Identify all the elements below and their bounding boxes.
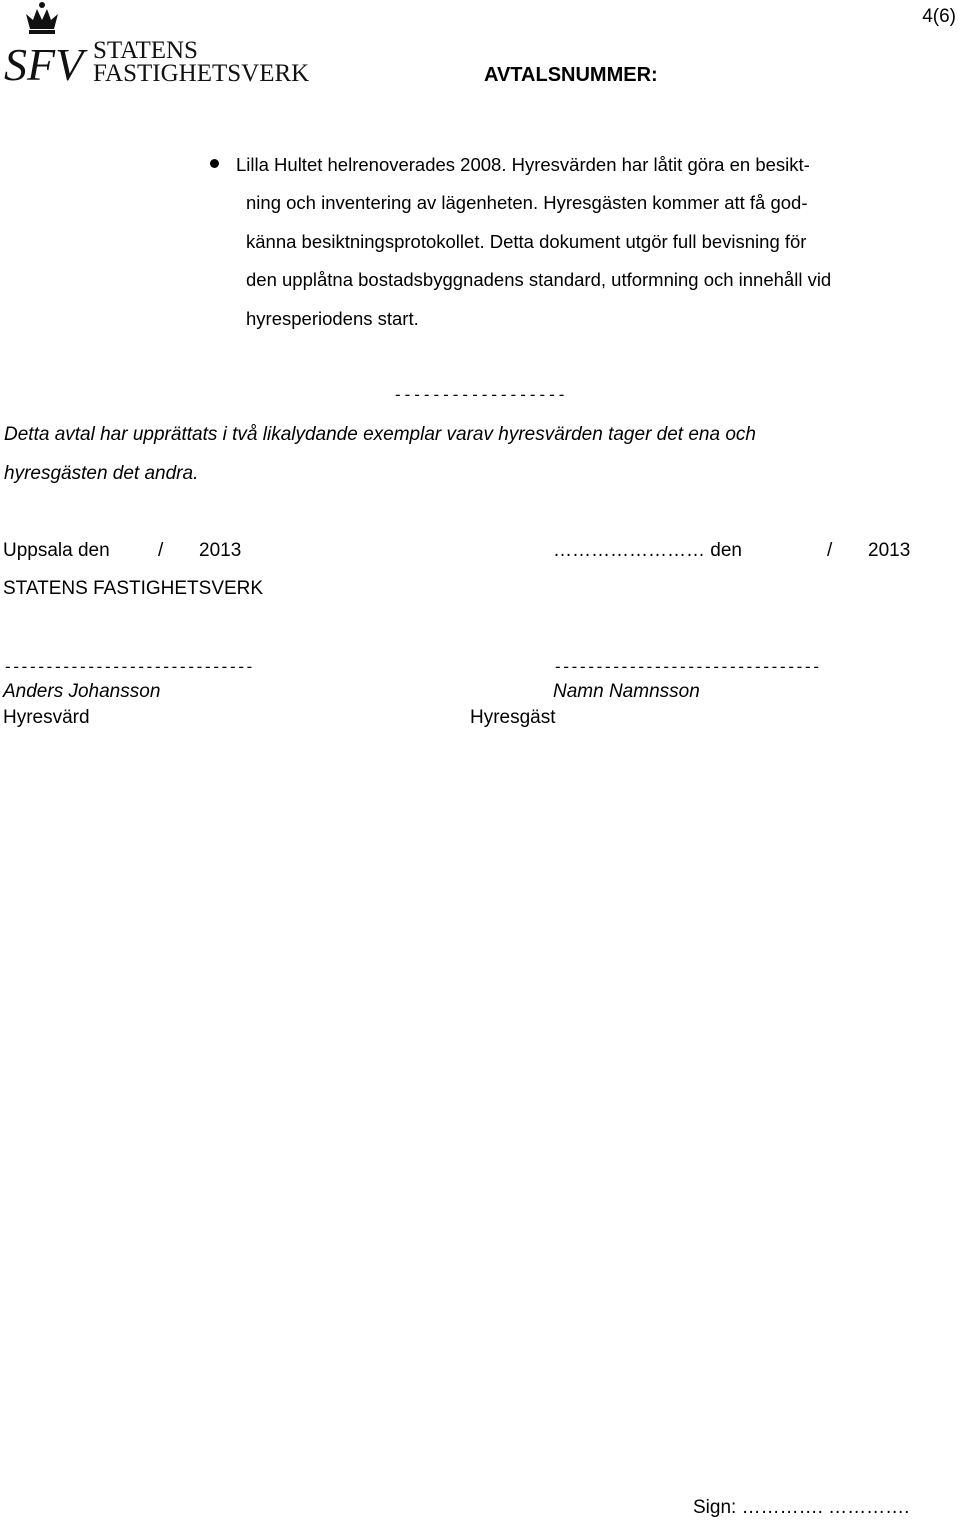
- sfv-logo: [2, 0, 342, 90]
- date-right-place: …………………… den: [553, 540, 742, 561]
- page-number: 4(6): [922, 6, 956, 27]
- date-right-slash: /: [827, 540, 833, 561]
- landlord-name: Anders Johansson: [3, 681, 161, 702]
- signature-line-right: --------------------------------: [553, 657, 820, 676]
- agreement-line-1: Detta avtal har upprättats i två likalydande exemplar varav hyresvärden tager det ena och: [4, 424, 756, 445]
- crown-icon: [26, 2, 58, 34]
- bullet-line-4: den upplåtna bostadsbyggnadens standard, utformning och innehåll vid: [246, 269, 832, 290]
- sign-initials-field: Sign: …………. ………….: [693, 1497, 910, 1518]
- logo-monogram: SFV: [4, 39, 84, 90]
- signature-line-left: ------------------------------: [3, 657, 253, 676]
- date-left-year: 2013: [199, 540, 242, 561]
- date-left-place: Uppsala den: [3, 540, 110, 561]
- tenant-role: Hyresgäst: [470, 707, 556, 728]
- landlord-role: Hyresvärd: [3, 707, 90, 728]
- bullet-icon: [210, 159, 219, 168]
- logo-line2: FASTIGHETSVERK: [93, 60, 310, 87]
- bullet-line-2: ning och inventering av lägenheten. Hyresgästen kommer att få god-: [246, 192, 808, 213]
- date-left-slash: /: [158, 540, 164, 561]
- date-right-year: 2013: [868, 540, 911, 561]
- bullet-line-1: Lilla Hultet helrenoverades 2008. Hyresvärden har låtit göra en besikt-: [236, 154, 810, 175]
- logo-line1: STATENS: [93, 37, 198, 64]
- tenant-name: Namn Namnsson: [553, 681, 700, 702]
- contract-number-label: AVTALSNUMMER:: [484, 64, 658, 86]
- separator: ------------------: [393, 385, 567, 404]
- organization-name: STATENS FASTIGHETSVERK: [3, 578, 264, 599]
- bullet-line-5: hyresperiodens start.: [246, 308, 419, 329]
- bullet-line-3: känna besiktningsprotokollet. Detta dokument utgör full bevisning för: [246, 231, 807, 252]
- agreement-line-2: hyresgästen det andra.: [4, 463, 199, 484]
